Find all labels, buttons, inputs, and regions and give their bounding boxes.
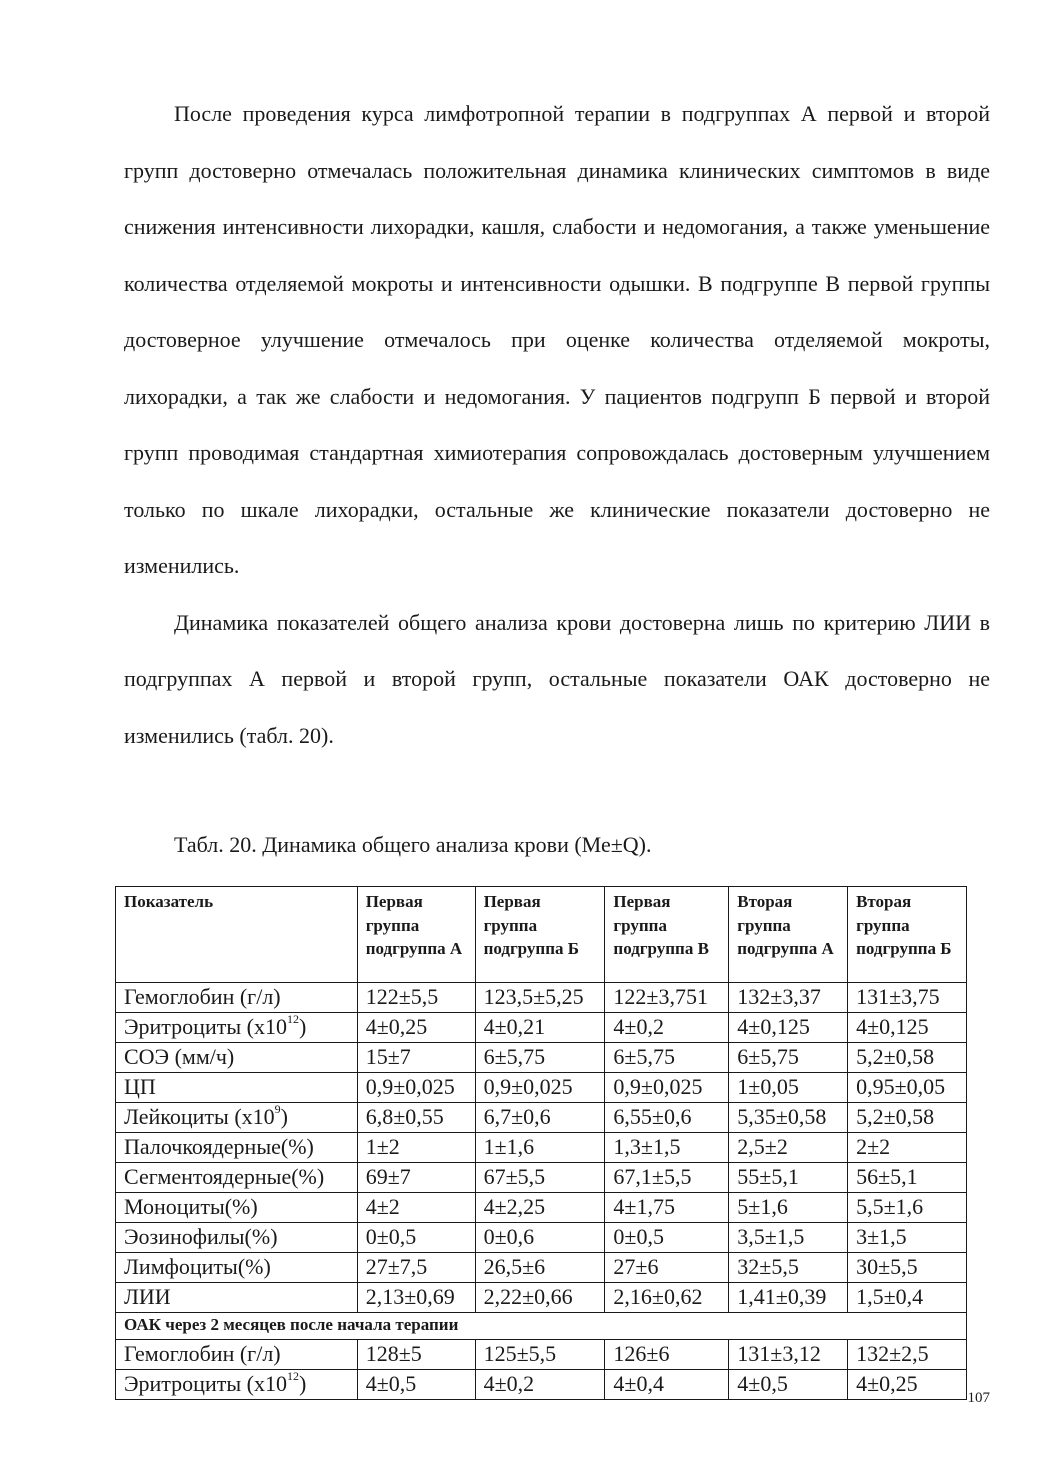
table-cell: 27±6 bbox=[605, 1253, 729, 1283]
column-header: Вторая группа подгруппа А bbox=[729, 887, 848, 983]
row-label bbox=[116, 1370, 358, 1400]
table-cell: 2,13±0,69 bbox=[357, 1283, 475, 1313]
row-label bbox=[116, 1043, 358, 1073]
row-label-text: Гемоглобин (г/л) bbox=[124, 984, 281, 1009]
row-label bbox=[116, 1163, 358, 1193]
table-cell: 2±2 bbox=[848, 1133, 967, 1163]
table-cell: 6±5,75 bbox=[729, 1043, 848, 1073]
row-label-suffix: ) bbox=[298, 1371, 307, 1396]
table-cell: 26,5±6 bbox=[475, 1253, 605, 1283]
table-cell: 5,5±1,6 bbox=[848, 1193, 967, 1223]
table-cell: 4±0,125 bbox=[848, 1013, 967, 1043]
table-cell: 4±0,25 bbox=[848, 1370, 967, 1400]
table-cell: 6,7±0,6 bbox=[475, 1103, 605, 1133]
column-header: Первая группа подгруппа В bbox=[605, 887, 729, 983]
table-cell: 131±3,75 bbox=[848, 983, 967, 1013]
column-header: Вторая группа подгруппа Б bbox=[848, 887, 967, 983]
table-row bbox=[116, 1223, 967, 1253]
row-label-text: Моноциты(%) bbox=[124, 1194, 258, 1219]
table-cell: 5,2±0,58 bbox=[848, 1043, 967, 1073]
table-cell: 55±5,1 bbox=[729, 1163, 848, 1193]
table-cell: 123,5±5,25 bbox=[475, 983, 605, 1013]
table-cell: 4±0,5 bbox=[357, 1370, 475, 1400]
table-cell: 67,1±5,5 bbox=[605, 1163, 729, 1193]
table-cell: 0±0,5 bbox=[357, 1223, 475, 1253]
row-label-text: Палочкоядерные(%) bbox=[124, 1134, 314, 1159]
table-cell: 4±0,25 bbox=[357, 1013, 475, 1043]
table-row bbox=[116, 1073, 967, 1103]
row-label-suffix: ) bbox=[298, 1014, 307, 1039]
table-cell: 5,35±0,58 bbox=[729, 1103, 848, 1133]
table-cell: 6±5,75 bbox=[605, 1043, 729, 1073]
table-row bbox=[116, 1133, 967, 1163]
table-cell: 2,16±0,62 bbox=[605, 1283, 729, 1313]
row-label bbox=[116, 1103, 358, 1133]
row-label bbox=[116, 1283, 358, 1313]
table-header-row bbox=[116, 887, 967, 983]
row-label bbox=[116, 1253, 358, 1283]
row-label-text: Сегментоядерные(%) bbox=[124, 1164, 325, 1189]
table-row bbox=[116, 1013, 967, 1043]
section-header: ОАК через 2 месяцев после начала терапии bbox=[116, 1313, 967, 1340]
row-label-text: Эозинофилы(%) bbox=[124, 1224, 278, 1249]
table-cell: 0,9±0,025 bbox=[475, 1073, 605, 1103]
table-cell: 0,95±0,05 bbox=[848, 1073, 967, 1103]
table-cell: 0±0,5 bbox=[605, 1223, 729, 1253]
table-cell: 27±7,5 bbox=[357, 1253, 475, 1283]
table-cell: 2,22±0,66 bbox=[475, 1283, 605, 1313]
table-row bbox=[116, 1163, 967, 1193]
row-label bbox=[116, 1133, 358, 1163]
row-label-text: Эритроциты (х10 bbox=[124, 1371, 287, 1396]
table-section-row bbox=[116, 1313, 967, 1340]
table-cell: 1±2 bbox=[357, 1133, 475, 1163]
table-cell: 30±5,5 bbox=[848, 1253, 967, 1283]
row-label-text: Эритроциты (х10 bbox=[124, 1014, 287, 1039]
table-cell: 4±0,21 bbox=[475, 1013, 605, 1043]
paragraph: Динамика показателей общего анализа крови достоверна лишь по критерию ЛИИ в подгруппах А первой и второй групп, остальные показатели ОАК достоверно не изменились (табл. 20). bbox=[124, 609, 990, 748]
row-label-text: СОЭ (мм/ч) bbox=[124, 1044, 235, 1069]
table-row bbox=[116, 1340, 967, 1370]
table-cell: 122±3,751 bbox=[605, 983, 729, 1013]
table-row bbox=[116, 1103, 967, 1133]
column-header: Показатель bbox=[116, 887, 358, 983]
table-cell: 2,5±2 bbox=[729, 1133, 848, 1163]
row-label-suffix: ) bbox=[280, 1104, 288, 1129]
table-row bbox=[116, 1283, 967, 1313]
table-cell: 32±5,5 bbox=[729, 1253, 848, 1283]
table-cell: 67±5,5 bbox=[475, 1163, 605, 1193]
row-label bbox=[116, 1073, 358, 1103]
table-cell: 3,5±1,5 bbox=[729, 1223, 848, 1253]
table-cell: 0,9±0,025 bbox=[357, 1073, 475, 1103]
table-cell: 126±6 bbox=[605, 1340, 729, 1370]
table-row bbox=[116, 983, 967, 1013]
table-cell: 4±0,2 bbox=[605, 1013, 729, 1043]
row-label-text: ЦП bbox=[124, 1074, 156, 1099]
table-cell: 0±0,6 bbox=[475, 1223, 605, 1253]
table-cell: 1±0,05 bbox=[729, 1073, 848, 1103]
table-cell: 0,9±0,025 bbox=[605, 1073, 729, 1103]
table-cell: 128±5 bbox=[357, 1340, 475, 1370]
table-cell: 6,8±0,55 bbox=[357, 1103, 475, 1133]
table-cell: 3±1,5 bbox=[848, 1223, 967, 1253]
row-label bbox=[116, 1013, 358, 1043]
table-cell: 69±7 bbox=[357, 1163, 475, 1193]
table-cell: 4±0,5 bbox=[729, 1370, 848, 1400]
table-cell: 5±1,6 bbox=[729, 1193, 848, 1223]
table-caption: Табл. 20. Динамика общего анализа крови (Ме±Q). bbox=[174, 832, 652, 857]
table-cell: 1±1,6 bbox=[475, 1133, 605, 1163]
table-cell: 122±5,5 bbox=[357, 983, 475, 1013]
table-cell: 1,41±0,39 bbox=[729, 1283, 848, 1313]
row-label-text: Лейкоциты (х10 bbox=[124, 1104, 275, 1129]
row-label bbox=[116, 1193, 358, 1223]
page-number: 107 bbox=[967, 1390, 990, 1406]
row-label bbox=[116, 1340, 358, 1370]
table-body bbox=[116, 983, 967, 1400]
table-cell: 4±1,75 bbox=[605, 1193, 729, 1223]
column-header: Первая группа подгруппа Б bbox=[475, 887, 605, 983]
column-header: Первая группа подгруппа А bbox=[357, 887, 475, 983]
table-cell: 125±5,5 bbox=[475, 1340, 605, 1370]
table-cell: 132±2,5 bbox=[848, 1340, 967, 1370]
row-label-text: Лимфоциты(%) bbox=[124, 1254, 271, 1279]
row-label-exponent: 9 bbox=[274, 1102, 281, 1116]
paragraph: После проведения курса лимфотропной терапии в подгруппах А первой и второй групп достоверно отмечалась положительная динамика клинических симптомов в виде снижения интенсивности лихорадки, кашля, слабости и недомогания, а также уменьшение количества отделяемой мокроты и интенсивности одышки. В подгруппе В первой группы достоверное улучшение отмечалось при оценке количества отделяемой мокроты, лихорадки, а так же слабости и недомогания. У пациентов подгрупп Б первой и второй групп проводимая стандартная химиотерапия сопровождалась достоверным улучшением только по шкале лихорадки, остальные же клинические показатели достоверно не изменились. bbox=[124, 101, 990, 578]
row-label bbox=[116, 983, 358, 1013]
body-text bbox=[124, 86, 990, 764]
table-cell: 15±7 bbox=[357, 1043, 475, 1073]
row-label-exponent: 12 bbox=[286, 1369, 299, 1383]
table-cell: 6,55±0,6 bbox=[605, 1103, 729, 1133]
table-cell: 6±5,75 bbox=[475, 1043, 605, 1073]
table-cell: 56±5,1 bbox=[848, 1163, 967, 1193]
table-cell: 4±0,2 bbox=[475, 1370, 605, 1400]
table-cell: 131±3,12 bbox=[729, 1340, 848, 1370]
row-label-exponent: 12 bbox=[286, 1012, 299, 1026]
table-row bbox=[116, 1043, 967, 1073]
table-cell: 1,3±1,5 bbox=[605, 1133, 729, 1163]
table-cell: 4±0,125 bbox=[729, 1013, 848, 1043]
blood-analysis-table bbox=[115, 886, 967, 1400]
table-cell: 1,5±0,4 bbox=[848, 1283, 967, 1313]
row-label-text: ЛИИ bbox=[124, 1284, 171, 1309]
row-label-text: Гемоглобин (г/л) bbox=[124, 1341, 281, 1366]
table-row bbox=[116, 1370, 967, 1400]
table-row bbox=[116, 1193, 967, 1223]
row-label bbox=[116, 1223, 358, 1253]
table-row bbox=[116, 1253, 967, 1283]
table-cell: 132±3,37 bbox=[729, 983, 848, 1013]
table-cell: 4±0,4 bbox=[605, 1370, 729, 1400]
table-cell: 5,2±0,58 bbox=[848, 1103, 967, 1133]
table-cell: 4±2,25 bbox=[475, 1193, 605, 1223]
table-cell: 4±2 bbox=[357, 1193, 475, 1223]
